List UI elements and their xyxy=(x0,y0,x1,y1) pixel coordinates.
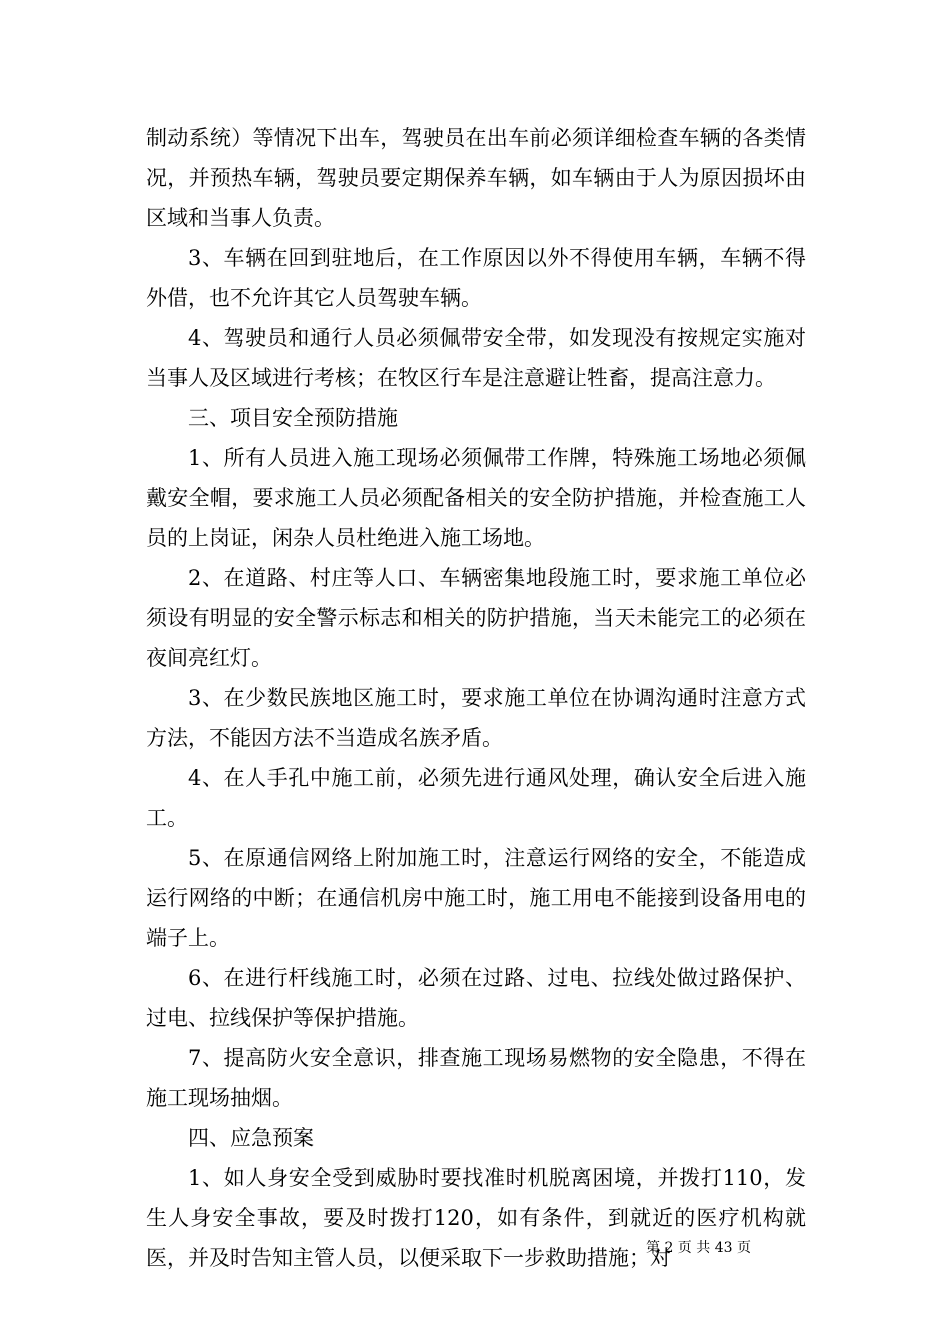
paragraph-measure-3: 3、在少数民族地区施工时，要求施工单位在协调沟通时注意方式方法，不能因方法不当造成名族矛盾。 xyxy=(146,686,806,750)
paragraph-vehicle-rule-4: 4、驾驶员和通行人员必须佩带安全带，如发现没有按规定实施对当事人及区域进行考核；在牧区行车是注意避让牲畜，提高注意力。 xyxy=(146,326,806,390)
paragraph-vehicle-rule-3: 3、车辆在回到驻地后，在工作原因以外不得使用车辆，车辆不得外借，也不允许其它人员驾驶车辆。 xyxy=(146,246,806,310)
paragraph-measure-4: 4、在人手孔中施工前，必须先进行通风处理，确认安全后进入施工。 xyxy=(146,766,806,830)
paragraph-measure-5: 5、在原通信网络上附加施工时，注意运行网络的安全，不能造成运行网络的中断；在通信机房中施工时，施工用电不能接到设备用电的端子上。 xyxy=(146,846,806,950)
paragraph-continued: 制动系统）等情况下出车，驾驶员在出车前必须详细检查车辆的各类情况，并预热车辆，驾驶员要定期保养车辆，如车辆由于人为原因损坏由区域和当事人负责。 xyxy=(146,126,806,230)
paragraph-emergency-1: 1、如人身安全受到威胁时要找准时机脱离困境，并拨打110，发生人身安全事故，要及时拨打120，如有条件，到就近的医疗机构就医，并及时告知主管人员，以便采取下一步救助措施；对 xyxy=(146,1166,806,1270)
section-heading-3: 三、项目安全预防措施 xyxy=(188,406,398,430)
paragraph-measure-1: 1、所有人员进入施工现场必须佩带工作牌，特殊施工场地必须佩戴安全帽，要求施工人员必须配备相关的安全防护措施，并检查施工人员的上岗证，闲杂人员杜绝进入施工场地。 xyxy=(146,446,806,550)
paragraph-measure-7: 7、提高防火安全意识，排查施工现场易燃物的安全隐患，不得在施工现场抽烟。 xyxy=(146,1046,806,1110)
page-number-footer: 第 2 页 共 43 页 xyxy=(646,1240,751,1256)
document-body xyxy=(146,118,806,1278)
section-heading-4: 四、应急预案 xyxy=(188,1126,314,1150)
paragraph-measure-2: 2、在道路、村庄等人口、车辆密集地段施工时，要求施工单位必须设有明显的安全警示标志和相关的防护措施，当天未能完工的必须在夜间亮红灯。 xyxy=(146,566,806,670)
paragraph-measure-6: 6、在进行杆线施工时，必须在过路、过电、拉线处做过路保护、过电、拉线保护等保护措施。 xyxy=(146,966,806,1030)
